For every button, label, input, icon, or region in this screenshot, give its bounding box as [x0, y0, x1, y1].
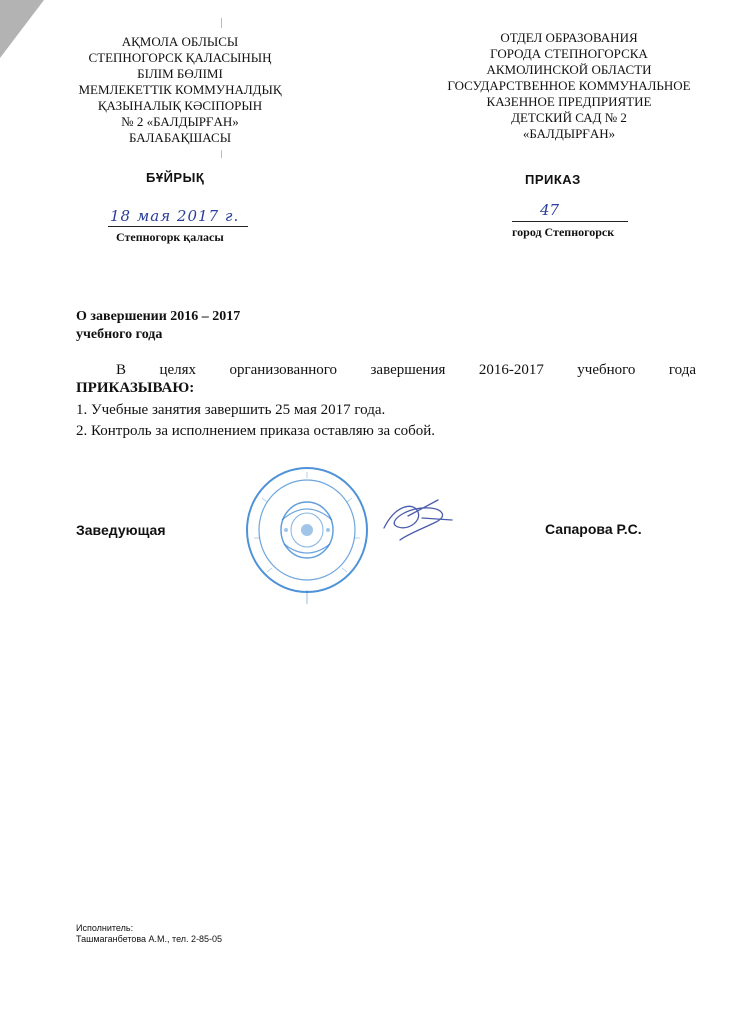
doc-type-kazakh: БҰЙРЫҚ [146, 170, 205, 185]
executor-footer [76, 923, 222, 945]
header-ru-line: ДЕТСКИЙ САД № 2 [511, 110, 627, 125]
handwritten-order-number: 47 [540, 201, 560, 219]
header-russian [402, 30, 736, 142]
order-subject [76, 308, 336, 344]
scan-mark [221, 150, 222, 158]
header-kz-line: БІЛІМ БӨЛІМІ [137, 66, 223, 81]
header-kazakh [62, 34, 298, 146]
order-word: ПРИКАЗЫВАЮ: [76, 380, 195, 396]
signatory-name: Сапарова Р.С. [545, 521, 642, 537]
order-item-2: 2. Контроль за исполнением приказа оставляю за собой. [76, 423, 436, 439]
header-kz-line: МЕМЛЕКЕТТІК КОММУНАЛДЫҚ [78, 82, 282, 97]
header-ru-line: «БАЛДЫРҒАН» [522, 126, 616, 141]
header-kz-line: АҚМОЛА ОБЛЫСЫ [121, 34, 239, 49]
handwritten-date: 18 мая 2017 г. [110, 207, 240, 225]
header-ru-line: ОТДЕЛ ОБРАЗОВАНИЯ [500, 30, 638, 45]
preamble-paragraph: В целях организованного завершения 2016-2017 учебного года [116, 362, 696, 378]
folded-corner [0, 0, 44, 58]
number-underline [512, 221, 628, 222]
header-ru-line: ГОСУДАРСТВЕННОЕ КОММУНАЛЬНОЕ [447, 78, 691, 93]
subject-line-2: учебного года [76, 327, 163, 342]
header-ru-line: АКМОЛИНСКОЙ ОБЛАСТИ [486, 62, 652, 77]
official-seal [242, 458, 372, 608]
header-kz-line: СТЕПНОГОРСК ҚАЛАСЫНЫҢ [88, 50, 272, 65]
handwritten-signature [378, 494, 458, 548]
city-russian: город Степногорск [512, 225, 615, 239]
header-kz-line: ҚАЗЫНАЛЫҚ КӘСІПОРЫН [97, 98, 263, 113]
city-kazakh: Степногорк қаласы [116, 230, 224, 244]
executor-label: Исполнитель: [76, 923, 134, 933]
header-ru-line: ГОРОДА СТЕПНОГОРСКА [490, 46, 648, 61]
header-kz-line: БАЛАБАҚШАСЫ [128, 130, 232, 145]
doc-type-russian: ПРИКАЗ [525, 172, 581, 187]
signatory-role: Заведующая [76, 522, 166, 538]
scan-mark [221, 18, 222, 28]
executor-contact: Ташмаганбетова А.М., тел. 2-85-05 [76, 934, 223, 944]
order-item-1: 1. Учебные занятия завершить 25 мая 2017 года. [76, 402, 386, 418]
header-ru-line: КАЗЕННОЕ ПРЕДПРИЯТИЕ [486, 94, 652, 109]
subject-line-1: О завершении 2016 – 2017 [76, 309, 241, 324]
header-kz-line: № 2 «БАЛДЫРҒАН» [121, 114, 239, 129]
date-underline [108, 226, 248, 227]
